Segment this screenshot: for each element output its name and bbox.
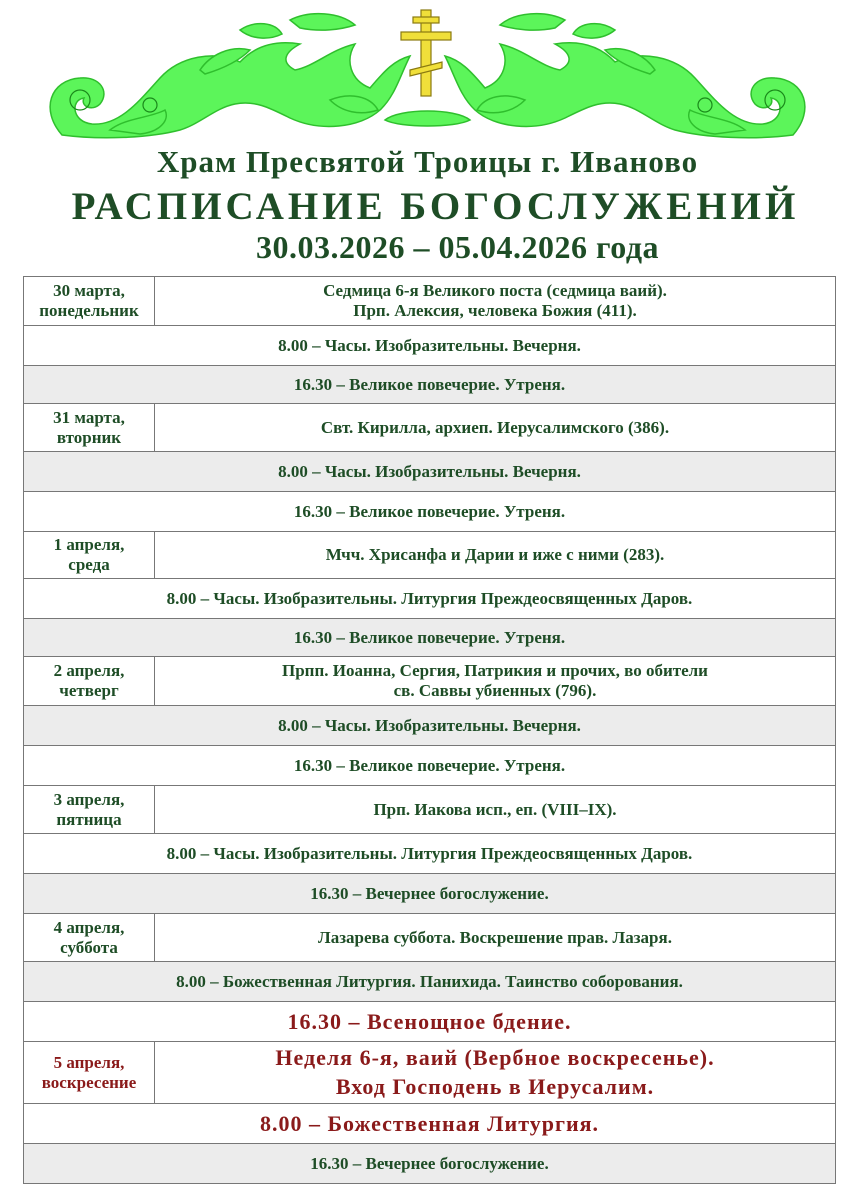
church-name: Храм Пресвятой Троицы г. Иваново	[156, 144, 699, 179]
day-row	[24, 786, 836, 834]
service-row	[24, 1144, 836, 1184]
feast-line: Неделя 6-я, ваий (Вербное воскресенье).	[275, 1044, 715, 1070]
feast-cell	[155, 532, 836, 579]
service-cell: 16.30 – Великое повечерие. Утреня.	[24, 619, 836, 657]
day-date: 5 апреля,	[53, 1052, 125, 1072]
service-row	[24, 962, 836, 1002]
service-row	[24, 706, 836, 746]
service-cell: 16.30 – Великое повечерие. Утреня.	[24, 746, 836, 786]
feast-line: Седмица 6-я Великого поста (седмица ваий).	[323, 281, 667, 301]
day-cell	[24, 532, 155, 579]
service-cell: 8.00 – Часы. Изобразительны. Литургия Преждеосвященных Даров.	[24, 579, 836, 619]
day-weekday: пятница	[56, 809, 122, 829]
service-row	[24, 492, 836, 532]
day-row	[24, 532, 836, 579]
day-date: 4 апреля,	[53, 917, 125, 937]
day-date: 31 марта,	[53, 407, 125, 427]
day-row	[24, 914, 836, 962]
day-row	[24, 277, 836, 326]
day-row	[24, 404, 836, 452]
feast-line: Прп. Алексия, человека Божия (411).	[353, 301, 637, 320]
feast-line: Прпп. Иоанна, Сергия, Патрикия и прочих, во обители	[282, 661, 708, 681]
service-row	[24, 619, 836, 657]
day-date: 30 марта,	[53, 281, 125, 301]
day-date: 3 апреля,	[53, 789, 125, 809]
day-cell	[24, 914, 155, 962]
cross-icon	[401, 10, 451, 96]
service-row	[24, 452, 836, 492]
service-row	[24, 746, 836, 786]
feast-line: Лазарева суббота. Воскрешение прав. Лазаря.	[318, 927, 672, 947]
day-weekday: вторник	[56, 427, 122, 447]
day-weekday: воскресение	[41, 1072, 137, 1092]
day-date: 1 апреля,	[53, 535, 125, 555]
feast-line: Мчч. Хрисанфа и Дарии и иже с ними (283).	[325, 545, 665, 565]
day-row	[24, 1042, 836, 1104]
day-date: 2 апреля,	[53, 661, 125, 681]
feast-cell-festal	[155, 1042, 836, 1104]
header-ornament	[0, 0, 855, 145]
service-cell: 8.00 – Часы. Изобразительны. Вечерня.	[24, 452, 836, 492]
day-cell	[24, 657, 155, 706]
service-cell: 8.00 – Божественная Литургия. Панихида. Таинство соборования.	[24, 962, 836, 1002]
day-cell	[24, 404, 155, 452]
feast-line: Прп. Иакова исп., еп. (VIII–IX).	[373, 799, 617, 819]
feast-line: св. Саввы убиенных (796).	[393, 681, 597, 700]
service-row	[24, 834, 836, 874]
date-range: 30.03.2026 – 05.04.2026 года	[256, 229, 659, 265]
schedule-table	[23, 276, 836, 1184]
feast-line: Вход Господень в Иерусалим.	[335, 1073, 655, 1099]
service-row	[24, 1104, 836, 1144]
day-cell	[24, 277, 155, 326]
service-cell: 16.30 – Вечернее богослужение.	[24, 1144, 836, 1184]
day-row	[24, 657, 836, 706]
service-cell: 16.30 – Вечернее богослужение.	[24, 874, 836, 914]
feast-cell	[155, 277, 836, 326]
service-cell-festal: 8.00 – Божественная Литургия.	[24, 1104, 836, 1144]
service-row	[24, 326, 836, 366]
service-row	[24, 1002, 836, 1042]
day-weekday: понедельник	[39, 301, 139, 320]
service-cell: 16.30 – Великое повечерие. Утреня.	[24, 366, 836, 404]
page-title: РАСПИСАНИЕ БОГОСЛУЖЕНИЙ	[71, 185, 800, 228]
service-row	[24, 874, 836, 914]
service-cell: 16.30 – Великое повечерие. Утреня.	[24, 492, 836, 532]
feast-cell	[155, 404, 836, 452]
service-row	[24, 366, 836, 404]
feast-cell	[155, 786, 836, 834]
feast-cell	[155, 914, 836, 962]
service-row	[24, 579, 836, 619]
day-weekday: среда	[68, 555, 110, 574]
day-cell	[24, 1042, 155, 1104]
day-weekday: четверг	[59, 681, 119, 700]
feast-cell	[155, 657, 836, 706]
service-cell: 8.00 – Часы. Изобразительны. Вечерня.	[24, 706, 836, 746]
service-cell-festal: 16.30 – Всенощное бдение.	[24, 1002, 836, 1042]
day-weekday: суббота	[60, 937, 118, 957]
feast-line: Свт. Кирилла, архиеп. Иерусалимского (386).	[320, 417, 670, 437]
service-cell: 8.00 – Часы. Изобразительны. Литургия Преждеосвященных Даров.	[24, 834, 836, 874]
service-cell: 8.00 – Часы. Изобразительны. Вечерня.	[24, 326, 836, 366]
day-cell	[24, 786, 155, 834]
